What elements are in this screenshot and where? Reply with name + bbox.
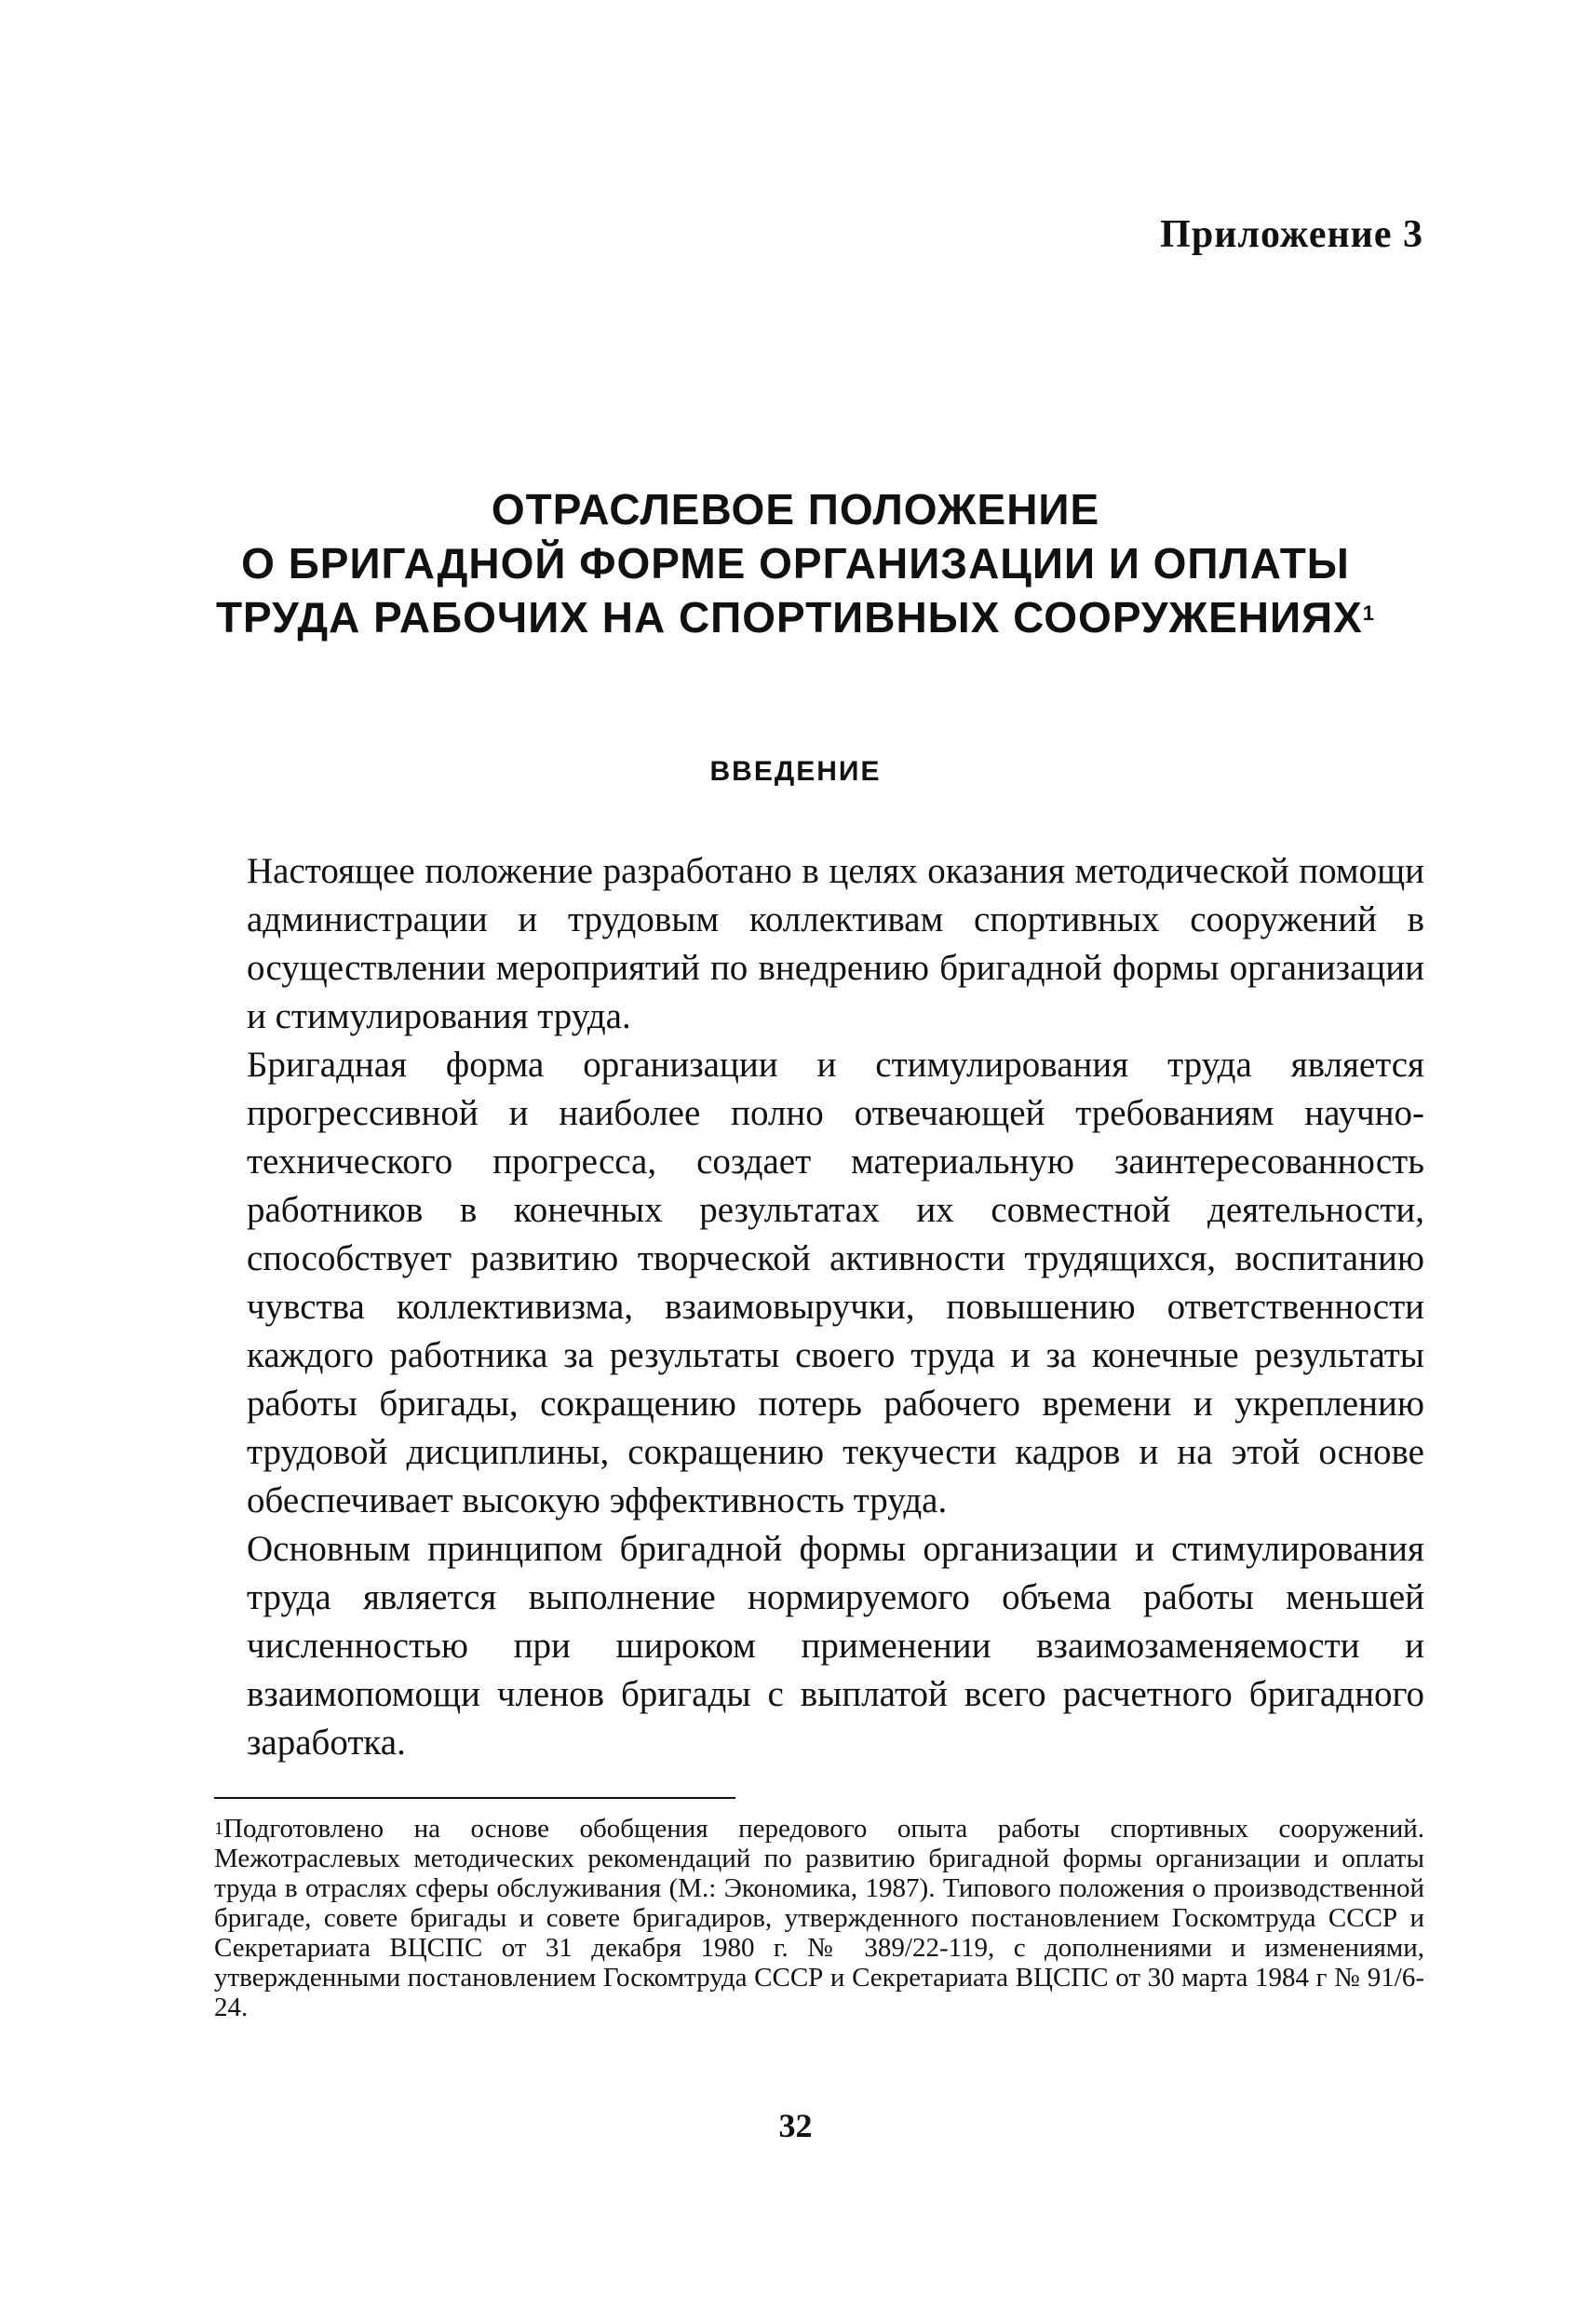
footnote xyxy=(214,1814,1424,2022)
footnote-text: Подготовлено на основе обобщения передового опыта работы спортивных сооружений. Межотраслевых методических рекомендаций по развитию бригадной формы организации и оплаты труда в отраслях сферы обслуживания (М.: Экономика, 1987). Типового положения о производственной бригаде, совете бригады и совете бригадиров, утвержденного постановлением Госкомтруда СССР и Секретариата ВЦСПС от 31 декабря 1980 г. № 389/22-119, с дополнениями и изменениями, утвержденными постановлением Госкомтруда СССР и Секретариата ВЦСПС от 30 марта 1984 г № 91/6-24. xyxy=(214,1814,1424,2022)
body-text xyxy=(247,847,1424,1767)
title-footnote-mark: 1 xyxy=(1362,601,1376,625)
title-line-1: ОТРАСЛЕВОЕ ПОЛОЖЕНИЕ xyxy=(491,485,1100,534)
appendix-label: Приложение 3 xyxy=(1160,213,1423,256)
page-number: 32 xyxy=(778,2107,813,2144)
paragraph-2: Бригадная форма организации и стимулирования труда является прогрессивной и наиболее полно отвечающей требованиям научно-технического прогресса, создает материальную заинтересованность работников в конечных результатах их совместной деятельности, способствует развитию творческой активности трудящихся, воспитанию чувства коллективизма, взаимовыручки, повышению ответственности каждого работника за результаты своего труда и за конечные результаты работы бригады, сокращению потерь рабочего времени и укреплению трудовой дисциплины, сокращению текучести кадров и на этой основе обеспечивает высокую эффективность труда. xyxy=(247,1045,1424,1520)
footnote-divider xyxy=(214,1797,735,1799)
paragraph-3: Основным принципом бригадной формы организации и стимулирования труда является выполнение нормируемого объема работы меньшей численностью при широком применении взаимозаменяемости и взаимопомощи членов бригады с выплатой всего расчетного бригадного заработка. xyxy=(247,1529,1424,1763)
title-line-2: О БРИГАДНОЙ ФОРМЕ ОРГАНИЗАЦИИ И ОПЛАТЫ xyxy=(241,539,1350,588)
title-line-3 xyxy=(186,590,1405,644)
section-heading: ВВЕДЕНИЕ xyxy=(709,756,882,787)
paragraph-1: Настоящее положение разработано в целях оказания методической помощи администрации и трудовым коллективам спортивных сооружений в осуществлении мероприятий по внедрению бригадной формы организации и стимулирования труда. xyxy=(247,851,1424,1036)
title-line-3-text: ТРУДА РАБОЧИХ НА СПОРТИВНЫХ СООРУЖЕНИЯХ xyxy=(215,593,1363,642)
document-title xyxy=(186,482,1405,644)
footnote-mark: 1 xyxy=(214,1818,223,1839)
